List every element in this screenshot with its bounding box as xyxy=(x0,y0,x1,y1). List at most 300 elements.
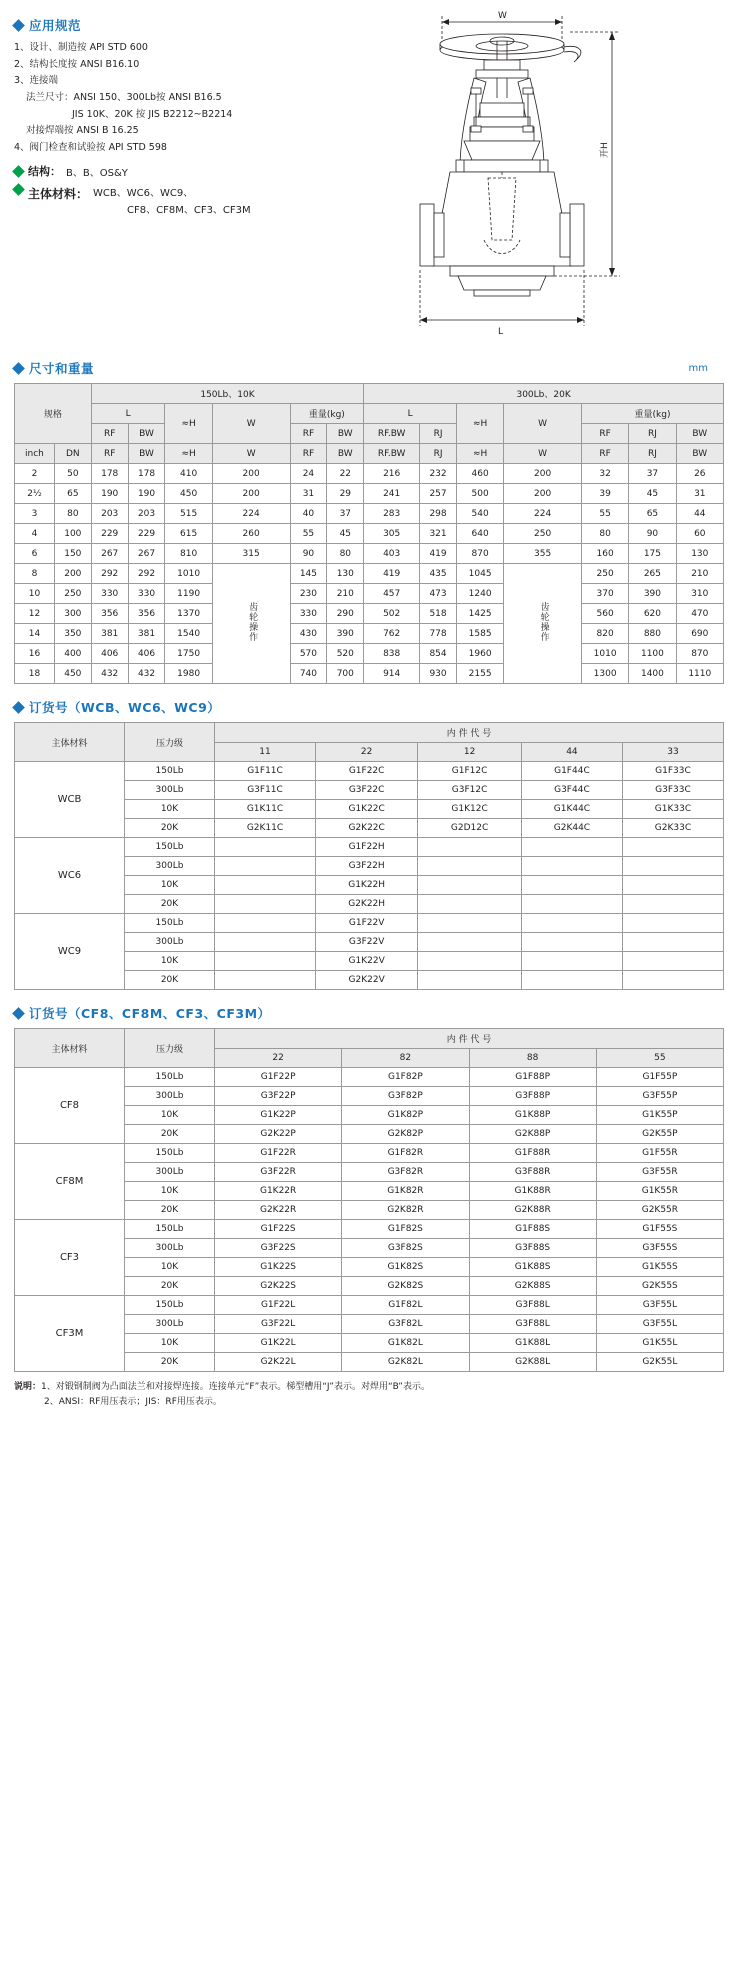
cell-code: G2K22C xyxy=(316,819,418,838)
cell-code xyxy=(622,952,723,971)
col-header-rf-b: RF xyxy=(91,444,128,464)
cell-w2: 224 xyxy=(504,504,582,524)
cell-inch: 18 xyxy=(15,664,55,684)
cell-pressure: 20K xyxy=(125,1125,215,1144)
dimension-label-w: W xyxy=(498,11,507,21)
table-row xyxy=(15,762,724,781)
cell-rj: 435 xyxy=(420,564,457,584)
dimension-label-h: 开H xyxy=(600,142,610,158)
col-header-material: 主体材料 xyxy=(15,1029,125,1068)
col-header-dn: DN xyxy=(54,444,91,464)
col-header-w-b: W xyxy=(212,444,290,464)
cell-code: G2K55S xyxy=(596,1277,723,1296)
col-header-rj2-b: RJ xyxy=(629,444,676,464)
material-label: 主体材料： xyxy=(28,187,89,202)
cell-code: G1K11C xyxy=(215,800,316,819)
cell-code: G3F22C xyxy=(316,781,418,800)
cell-code: G2K82S xyxy=(342,1277,469,1296)
cell-dn: 350 xyxy=(54,624,91,644)
cell-rj2: 620 xyxy=(629,604,676,624)
col-header-rf2: RF xyxy=(581,424,628,444)
cell-wt-bw: 80 xyxy=(327,544,364,564)
material-values xyxy=(93,185,251,219)
cell-material: CF3 xyxy=(15,1220,125,1296)
cell-code: G1F88R xyxy=(469,1144,596,1163)
cell-rf2: 55 xyxy=(581,504,628,524)
diamond-bullet-icon xyxy=(12,184,25,197)
cell-code: G3F55R xyxy=(596,1163,723,1182)
cell-bw: 356 xyxy=(128,604,165,624)
cell-h: 1540 xyxy=(165,624,212,644)
cell-rf: 229 xyxy=(91,524,128,544)
footnote-line-1 xyxy=(14,1380,724,1395)
table-row xyxy=(15,644,724,664)
cell-code xyxy=(622,971,723,990)
application-spec-heading xyxy=(14,16,314,34)
cell-code: G1F88S xyxy=(469,1220,596,1239)
cell-code xyxy=(215,876,316,895)
cell-dn: 80 xyxy=(54,504,91,524)
cell-pressure: 150Lb xyxy=(125,838,215,857)
cell-code: G1F82S xyxy=(342,1220,469,1239)
col-header-bw: BW xyxy=(128,424,165,444)
cell-pressure: 150Lb xyxy=(125,1220,215,1239)
cell-bw: 330 xyxy=(128,584,165,604)
footnote-label: 说明： xyxy=(14,1382,42,1392)
cell-code: G1F82P xyxy=(342,1068,469,1087)
cell-pressure: 300Lb xyxy=(125,1315,215,1334)
cell-rj2: 265 xyxy=(629,564,676,584)
cell-dn: 200 xyxy=(54,564,91,584)
cell-pressure: 150Lb xyxy=(125,1144,215,1163)
spec-item: 1、设计、制造按 API STD 600 xyxy=(14,42,148,53)
col-header-rj-b: RJ xyxy=(420,444,457,464)
cell-code: G2K22P xyxy=(215,1125,342,1144)
cell-inch: 12 xyxy=(15,604,55,624)
cell-code: G1F22P xyxy=(215,1068,342,1087)
gear-operation-note-2 xyxy=(504,564,582,684)
dimension-label-l: L xyxy=(498,327,504,337)
cell-code: G2K55R xyxy=(596,1201,723,1220)
col-header-weight2: 重量(kg) xyxy=(581,404,723,424)
cell-code: G1F82R xyxy=(342,1144,469,1163)
cell-h2: 500 xyxy=(456,484,503,504)
cell-rf2: 80 xyxy=(581,524,628,544)
cell-code: G1K44C xyxy=(521,800,622,819)
diamond-bullet-icon xyxy=(12,165,25,178)
cell-code: G3F12C xyxy=(418,781,522,800)
cell-rf: 190 xyxy=(91,484,128,504)
cell-rj2: 1100 xyxy=(629,644,676,664)
cell-inch: 8 xyxy=(15,564,55,584)
cell-code: G3F88L xyxy=(469,1315,596,1334)
cell-w2: 355 xyxy=(504,544,582,564)
cell-bw: 432 xyxy=(128,664,165,684)
spec-item: 对接焊端按 ANSI B 16.25 xyxy=(26,125,139,137)
cell-rfbw: 419 xyxy=(364,564,420,584)
col-header-w2: W xyxy=(504,404,582,444)
table-row xyxy=(15,664,724,684)
cell-bw2: 690 xyxy=(676,624,723,644)
cell-code: G2K33C xyxy=(622,819,723,838)
cell-bw2: 60 xyxy=(676,524,723,544)
cell-code xyxy=(215,952,316,971)
cell-w2: 250 xyxy=(504,524,582,544)
material-line-2: CF8、CF8M、CF3、CF3M xyxy=(127,205,251,217)
col-header-l: L xyxy=(91,404,165,424)
cell-code: G1K22H xyxy=(316,876,418,895)
cell-code xyxy=(521,876,622,895)
cell-bw2: 310 xyxy=(676,584,723,604)
cell-bw: 190 xyxy=(128,484,165,504)
cell-code: G3F55P xyxy=(596,1087,723,1106)
table-row xyxy=(15,914,724,933)
cell-code xyxy=(418,952,522,971)
diamond-bullet-icon xyxy=(12,701,25,714)
cell-code: G2K22S xyxy=(215,1277,342,1296)
col-header-150lb: 150Lb、10K xyxy=(91,384,363,404)
cell-rf: 381 xyxy=(91,624,128,644)
col-header-bw-w-b: BW xyxy=(327,444,364,464)
cell-code: G3F55S xyxy=(596,1239,723,1258)
table-row xyxy=(15,584,724,604)
cell-code: G2K88R xyxy=(469,1201,596,1220)
table-row xyxy=(15,1296,724,1315)
cell-code: G1K22R xyxy=(215,1182,342,1201)
cell-h2: 640 xyxy=(456,524,503,544)
footnotes xyxy=(14,1380,724,1411)
cell-code xyxy=(418,914,522,933)
cell-code: G1K88P xyxy=(469,1106,596,1125)
cell-pressure: 10K xyxy=(125,876,215,895)
cell-code: G2K88S xyxy=(469,1277,596,1296)
cell-code: G1F22V xyxy=(316,914,418,933)
cell-material: WCB xyxy=(15,762,125,838)
cell-bw2: 870 xyxy=(676,644,723,664)
col-header-rj2: RJ xyxy=(629,424,676,444)
cell-wt-rf: 55 xyxy=(290,524,327,544)
cell-pressure: 300Lb xyxy=(125,857,215,876)
cell-code xyxy=(215,838,316,857)
cell-bw2: 31 xyxy=(676,484,723,504)
cell-pressure: 300Lb xyxy=(125,1239,215,1258)
spec-column xyxy=(14,8,314,219)
cell-rj2: 65 xyxy=(629,504,676,524)
cell-code: G1K82L xyxy=(342,1334,469,1353)
cell-code: G1F55R xyxy=(596,1144,723,1163)
cell-pressure: 10K xyxy=(125,1106,215,1125)
dimension-heading xyxy=(14,359,724,377)
cell-code: G2K22L xyxy=(215,1353,342,1372)
cell-h: 810 xyxy=(165,544,212,564)
col-header-w: W xyxy=(212,404,290,444)
cell-rj2: 37 xyxy=(629,464,676,484)
cell-code: G2K22H xyxy=(316,895,418,914)
table-row xyxy=(15,624,724,644)
cell-code: G1K55S xyxy=(596,1258,723,1277)
cell-code: G3F11C xyxy=(215,781,316,800)
cell-inch: 6 xyxy=(15,544,55,564)
col-header-code-55: 55 xyxy=(596,1049,723,1068)
cell-code xyxy=(622,838,723,857)
cell-code: G1K22L xyxy=(215,1334,342,1353)
col-header-l2: L xyxy=(364,404,457,424)
cell-wt-bw: 130 xyxy=(327,564,364,584)
cell-rj: 298 xyxy=(420,504,457,524)
col-header-bw2-b: BW xyxy=(676,444,723,464)
spec-list xyxy=(14,40,314,156)
cell-code xyxy=(622,933,723,952)
cell-code: G3F22S xyxy=(215,1239,342,1258)
cell-wt-rf: 570 xyxy=(290,644,327,664)
cell-h2: 2155 xyxy=(456,664,503,684)
table-row xyxy=(15,723,724,743)
cell-rf: 203 xyxy=(91,504,128,524)
cell-wt-rf: 24 xyxy=(290,464,327,484)
spec-item: 4、阀门检查和试验按 API STD 598 xyxy=(14,141,167,153)
cell-inch: 16 xyxy=(15,644,55,664)
table-row xyxy=(15,1068,724,1087)
table-row xyxy=(15,424,724,444)
section-title: 订货号（WCB、WC6、WC9） xyxy=(29,700,221,715)
spec-item: 2、结构长度按 ANSI B16.10 xyxy=(14,58,140,70)
footnote-line-2: 2、ANSI：RF用压表示；JIS：RF用压表示。 xyxy=(44,1397,222,1408)
cell-code: G1K55L xyxy=(596,1334,723,1353)
cell-h: 515 xyxy=(165,504,212,524)
cell-code: G1K22P xyxy=(215,1106,342,1125)
cell-rj2: 1400 xyxy=(629,664,676,684)
cell-rfbw: 457 xyxy=(364,584,420,604)
cell-code: G3F22V xyxy=(316,933,418,952)
cell-rfbw: 283 xyxy=(364,504,420,524)
unit-label: mm xyxy=(688,362,708,374)
cell-wt-rf: 90 xyxy=(290,544,327,564)
cell-code xyxy=(215,971,316,990)
cell-wt-bw: 37 xyxy=(327,504,364,524)
cell-code: G1F55P xyxy=(596,1068,723,1087)
cell-code: G1K33C xyxy=(622,800,723,819)
cell-rj2: 390 xyxy=(629,584,676,604)
col-header-rf-w-b: RF xyxy=(290,444,327,464)
col-header-code-11: 11 xyxy=(215,743,316,762)
cell-dn: 400 xyxy=(54,644,91,664)
cell-code: G1F22R xyxy=(215,1144,342,1163)
cell-h2: 1240 xyxy=(456,584,503,604)
cell-code: G2K82R xyxy=(342,1201,469,1220)
dimension-weight-table xyxy=(14,383,724,684)
gear-note-text: 齿轮操作 xyxy=(538,602,549,642)
cell-h2: 1045 xyxy=(456,564,503,584)
cell-material: CF3M xyxy=(15,1296,125,1372)
cell-bw2: 1110 xyxy=(676,664,723,684)
col-header-weight: 重量(kg) xyxy=(290,404,364,424)
cell-wt-bw: 390 xyxy=(327,624,364,644)
cell-code: G2D12C xyxy=(418,819,522,838)
cell-code: G1F22L xyxy=(215,1296,342,1315)
cell-code xyxy=(418,971,522,990)
cell-code xyxy=(521,914,622,933)
col-header-rj: RJ xyxy=(420,424,457,444)
cell-code: G1F55S xyxy=(596,1220,723,1239)
cell-wt-rf: 330 xyxy=(290,604,327,624)
cell-rf2: 370 xyxy=(581,584,628,604)
cell-rj2: 90 xyxy=(629,524,676,544)
cell-inch: 3 xyxy=(15,504,55,524)
cell-code: G3F88S xyxy=(469,1239,596,1258)
cell-code: G3F82R xyxy=(342,1163,469,1182)
cell-rj2: 175 xyxy=(629,544,676,564)
cell-dn: 300 xyxy=(54,604,91,624)
table-row xyxy=(15,484,724,504)
cell-code: G1F82L xyxy=(342,1296,469,1315)
cell-code: G1K88L xyxy=(469,1334,596,1353)
cell-code: G2K88P xyxy=(469,1125,596,1144)
cell-wt-bw: 45 xyxy=(327,524,364,544)
footnote-text-1: 1、对锻钢制阀为凸面法兰和对接焊连接。连接单元“F”表示。梯型槽用“J”表示。对焊用“B”表示。 xyxy=(41,1382,430,1392)
cell-bw2: 210 xyxy=(676,564,723,584)
col-header-code-22: 22 xyxy=(215,1049,342,1068)
col-header-h-b: ≈H xyxy=(165,444,212,464)
cell-wt-bw: 210 xyxy=(327,584,364,604)
cell-h: 1010 xyxy=(165,564,212,584)
cell-rf: 178 xyxy=(91,464,128,484)
valve-svg xyxy=(324,8,724,348)
cell-code: G1F22S xyxy=(215,1220,342,1239)
col-header-material: 主体材料 xyxy=(15,723,125,762)
col-header-pressure: 压力级 xyxy=(125,1029,215,1068)
material-row xyxy=(14,185,314,219)
cell-pressure: 150Lb xyxy=(125,1068,215,1087)
gear-operation-note-1 xyxy=(212,564,290,684)
cell-code xyxy=(418,895,522,914)
cell-code xyxy=(622,876,723,895)
cell-bw: 178 xyxy=(128,464,165,484)
cell-code: G3F82P xyxy=(342,1087,469,1106)
cell-rf: 267 xyxy=(91,544,128,564)
material-line-1: WCB、WC6、WC9、 xyxy=(93,188,194,200)
cell-pressure: 150Lb xyxy=(125,762,215,781)
cell-code: G3F88L xyxy=(469,1296,596,1315)
table-row xyxy=(15,564,724,584)
cell-wt-bw: 700 xyxy=(327,664,364,684)
cell-bw: 203 xyxy=(128,504,165,524)
col-header-code-88: 88 xyxy=(469,1049,596,1068)
cell-rj: 518 xyxy=(420,604,457,624)
cell-h2: 870 xyxy=(456,544,503,564)
cell-code xyxy=(521,952,622,971)
valve-drawing-area xyxy=(314,8,724,353)
cell-pressure: 300Lb xyxy=(125,1087,215,1106)
cell-pressure: 20K xyxy=(125,971,215,990)
cell-code: G3F22H xyxy=(316,857,418,876)
top-section xyxy=(14,8,724,353)
cell-rf: 330 xyxy=(91,584,128,604)
diamond-bullet-icon xyxy=(12,1007,25,1020)
col-header-h: ≈H xyxy=(165,404,212,444)
cell-wt-rf: 430 xyxy=(290,624,327,644)
cell-rfbw: 241 xyxy=(364,484,420,504)
col-header-w2-b: W xyxy=(504,444,582,464)
col-header-rf: RF xyxy=(91,424,128,444)
cell-pressure: 20K xyxy=(125,1201,215,1220)
order-number-table-wcb xyxy=(14,722,724,990)
cell-code: G1K55P xyxy=(596,1106,723,1125)
cell-rfbw: 305 xyxy=(364,524,420,544)
cell-h2: 1425 xyxy=(456,604,503,624)
cell-code: G2K55P xyxy=(596,1125,723,1144)
table-row xyxy=(15,1029,724,1049)
cell-wt-rf: 230 xyxy=(290,584,327,604)
cell-wt-bw: 29 xyxy=(327,484,364,504)
table-row xyxy=(15,464,724,484)
cell-pressure: 150Lb xyxy=(125,1296,215,1315)
cell-rf2: 32 xyxy=(581,464,628,484)
cell-rf2: 1010 xyxy=(581,644,628,664)
cell-code: G2K22V xyxy=(316,971,418,990)
cell-rfbw: 914 xyxy=(364,664,420,684)
cell-code: G3F22R xyxy=(215,1163,342,1182)
cell-rj: 778 xyxy=(420,624,457,644)
cell-code: G3F44C xyxy=(521,781,622,800)
cell-wt-bw: 290 xyxy=(327,604,364,624)
col-header-code-22: 22 xyxy=(316,743,418,762)
cell-pressure: 300Lb xyxy=(125,933,215,952)
cell-rf2: 39 xyxy=(581,484,628,504)
spec-item: JIS 10K、20K 按 JIS B2212~B2214 xyxy=(72,108,233,120)
cell-pressure: 10K xyxy=(125,1258,215,1277)
cell-code xyxy=(521,838,622,857)
order-number-table-cf xyxy=(14,1028,724,1372)
cell-h: 1370 xyxy=(165,604,212,624)
cell-pressure: 10K xyxy=(125,800,215,819)
cell-code: G1K82R xyxy=(342,1182,469,1201)
cell-code: G3F55L xyxy=(596,1296,723,1315)
table-row xyxy=(15,1144,724,1163)
cell-rf: 292 xyxy=(91,564,128,584)
cell-bw2: 44 xyxy=(676,504,723,524)
cell-wt-bw: 520 xyxy=(327,644,364,664)
cell-code xyxy=(215,933,316,952)
cell-rj2: 45 xyxy=(629,484,676,504)
cell-inch: 2½ xyxy=(15,484,55,504)
cell-code: G1K22S xyxy=(215,1258,342,1277)
cell-code: G2K88L xyxy=(469,1353,596,1372)
table-row xyxy=(15,444,724,464)
table-row xyxy=(15,404,724,424)
cell-code xyxy=(215,857,316,876)
col-header-pressure: 压力级 xyxy=(125,723,215,762)
cell-bw: 381 xyxy=(128,624,165,644)
cell-code xyxy=(418,838,522,857)
cell-code: G1K22V xyxy=(316,952,418,971)
cell-code: G1F88P xyxy=(469,1068,596,1087)
cell-dn: 50 xyxy=(54,464,91,484)
cell-dn: 250 xyxy=(54,584,91,604)
cell-bw: 267 xyxy=(128,544,165,564)
col-header-rfbw-b: RF.BW xyxy=(364,444,420,464)
diamond-bullet-icon xyxy=(12,362,25,375)
cell-inch: 10 xyxy=(15,584,55,604)
cell-code: G2K82L xyxy=(342,1353,469,1372)
cell-dn: 150 xyxy=(54,544,91,564)
cell-wt-rf: 145 xyxy=(290,564,327,584)
col-header-code-44: 44 xyxy=(521,743,622,762)
cell-code: G3F88R xyxy=(469,1163,596,1182)
table-row xyxy=(15,504,724,524)
cell-inch: 2 xyxy=(15,464,55,484)
cell-h: 410 xyxy=(165,464,212,484)
cell-pressure: 10K xyxy=(125,952,215,971)
